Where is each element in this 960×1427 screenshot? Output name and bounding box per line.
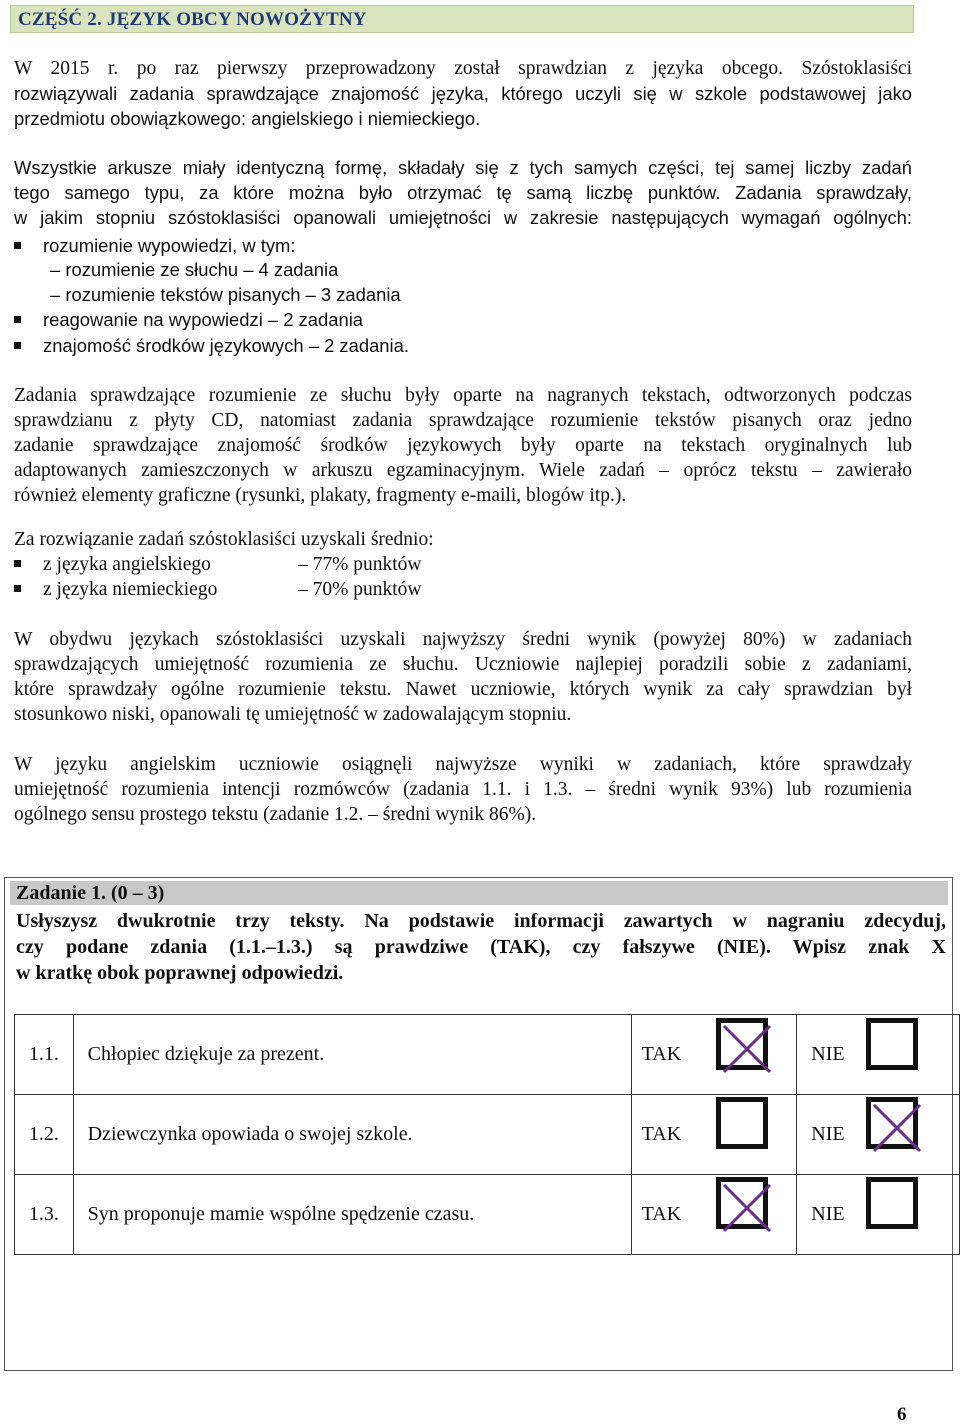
- task-instruction-line: w kratkę obok poprawnej odpowiedzi.: [16, 962, 344, 984]
- result-label: z języka angielskiego: [43, 554, 211, 575]
- answer-row: [15, 1095, 960, 1175]
- english-paragraph: [14, 752, 912, 827]
- intro-line: przedmiotu obowiązkowego: angielskiego i niemieckiego.: [14, 108, 481, 129]
- result-value: – 70% punktów: [298, 579, 422, 600]
- x-mark-icon: [716, 1177, 778, 1239]
- task-instruction-line: czy podane zdania (1.1.–1.3.) są prawdziwe (TAK), czy fałszywe (NIE). Wpisz znak X: [16, 936, 946, 958]
- both-languages-line: sprawdzających umiejętność rozumienia ze słuchu. Uczniowie najlepiej poradzili sobie z zadaniami,: [14, 654, 912, 675]
- answer-tak-label: TAK: [631, 1015, 797, 1095]
- intro-line: W 2015 r. po raz pierwszy przeprowadzony został sprawdzian z języka obcego. Szóstoklasiści: [14, 58, 912, 79]
- requirement-item: [14, 307, 363, 332]
- tak-checkbox-2[interactable]: [716, 1097, 768, 1149]
- english-line: W języku angielskim uczniowie osiągnęli najwyższe wyniki w zadaniach, które sprawdzały: [14, 754, 912, 775]
- requirement-item: [14, 233, 295, 258]
- answer-nie-label: NIE: [797, 1015, 960, 1095]
- english-line: ogólnego sensu prostego tekstu (zadanie 1.2. – średni wynik 86%).: [14, 804, 537, 825]
- nie-checkbox-3[interactable]: [866, 1177, 918, 1229]
- structure-paragraph: [14, 155, 912, 230]
- bullet-square-icon: [14, 560, 21, 567]
- intro-paragraph: [14, 56, 912, 131]
- nie-checkbox-2[interactable]: [866, 1097, 918, 1149]
- answer-tak-label: TAK: [631, 1175, 797, 1255]
- answer-table: [14, 1014, 960, 1255]
- result-german: [14, 577, 422, 602]
- result-value: – 77% punktów: [298, 554, 422, 575]
- requirement-text: reagowanie na wypowiedzi – 2 zadania: [43, 309, 364, 330]
- tasks-info-line: sprawdzianu z płyty CD, natomiast zadania sprawdzające rozumienie tekstów pisanych oraz jedno: [14, 410, 912, 431]
- requirement-subitem: – rozumienie ze słuchu – 4 zadania: [50, 259, 339, 280]
- answer-number: 1.3.: [15, 1175, 74, 1255]
- task-title-bar: [10, 881, 948, 905]
- requirement-subitem: – rozumienie tekstów pisanych – 3 zadania: [50, 284, 401, 305]
- tasks-info-line: Zadania sprawdzające rozumienie ze słuchu były oparte na nagranych tekstach, odtworzonych podczas: [14, 385, 912, 406]
- english-line: umiejętność rozumienia intencji rozmówców (zadania 1.1. i 1.3. – średni wynik 93%) lub rozumienia: [14, 779, 912, 800]
- section-header: [10, 5, 914, 33]
- answer-tak-label: TAK: [631, 1095, 797, 1175]
- answer-statement: Syn proponuje mamie wspólne spędzenie czasu.: [73, 1175, 631, 1255]
- x-mark-icon: [716, 1018, 778, 1080]
- structure-line: tego samego typu, za które można było otrzymać tę samą liczbę punktów. Zadania sprawdzały,: [14, 182, 912, 203]
- tasks-info-line: adaptowanych zamieszczonych w arkuszu egzaminacyjnym. Wiele zadań – oprócz tekstu – zawierało: [14, 460, 912, 481]
- intro-line: rozwiązywali zadania sprawdzające znajomość języka, którego uczyli się w szkole podstawowej jako: [14, 83, 912, 104]
- tak-checkbox-1[interactable]: [716, 1018, 768, 1070]
- answer-number: 1.1.: [15, 1015, 74, 1095]
- section-title: CZĘŚĆ 2. JĘZYK OBCY NOWOŻYTNY: [18, 9, 367, 30]
- tak-checkbox-3[interactable]: [716, 1177, 768, 1229]
- tasks-info-paragraph: [14, 383, 912, 508]
- bullet-square-icon: [14, 242, 21, 249]
- tasks-info-line: również elementy graficzne (rysunki, plakaty, fragmenty e-maili, blogów itp.).: [14, 485, 627, 506]
- answer-row: [15, 1175, 960, 1255]
- bullet-square-icon: [14, 342, 21, 349]
- answer-number: 1.2.: [15, 1095, 74, 1175]
- answer-nie-label: NIE: [797, 1095, 960, 1175]
- task-instruction: [16, 908, 946, 986]
- nie-checkbox-1[interactable]: [866, 1018, 918, 1070]
- requirement-text: znajomość środków językowych – 2 zadania.: [43, 335, 409, 356]
- answer-nie-label: NIE: [797, 1175, 960, 1255]
- answer-row: [15, 1015, 960, 1095]
- x-mark-icon: [866, 1097, 928, 1159]
- structure-line: Wszystkie arkusze miały identyczną formę, składały się z tych samych części, tej samej liczby zadań: [14, 157, 912, 178]
- both-languages-line: W obydwu językach szóstoklasiści uzyskali najwyższy średni wynik (powyżej 80%) w zadaniach: [14, 629, 912, 650]
- bullet-square-icon: [14, 316, 21, 323]
- requirement-item: [14, 333, 409, 358]
- task-title: Zadanie 1. (0 – 3): [16, 882, 165, 904]
- page-number: 6: [897, 1404, 907, 1425]
- bullet-square-icon: [14, 585, 21, 592]
- task-instruction-line: Usłyszysz dwukrotnie trzy teksty. Na podstawie informacji zawartych w nagraniu zdecyduj,: [16, 910, 946, 932]
- answer-statement: Dziewczynka opowiada o swojej szkole.: [73, 1095, 631, 1175]
- both-languages-line: które sprawdzały ogólne rozumienie tekstu. Nawet uczniowie, których wynik za cały sprawdzian był: [14, 679, 912, 700]
- result-english: [14, 552, 422, 577]
- tasks-info-line: zadanie sprawdzające znajomość środków językowych były oparte na tekstach oryginalnych lub: [14, 435, 912, 456]
- answer-statement: Chłopiec dziękuje za prezent.: [73, 1015, 631, 1095]
- results-heading: Za rozwiązanie zadań szóstoklasiści uzyskali średnio:: [14, 529, 434, 550]
- structure-line: w jakim stopniu szóstoklasiści opanowali umiejętności w zakresie następujących wymagań ogólnych:: [14, 207, 912, 228]
- result-label: z języka niemieckiego: [43, 579, 218, 600]
- both-languages-paragraph: [14, 627, 912, 727]
- both-languages-line: stosunkowo niski, opanowali tę umiejętność w zadowalającym stopniu.: [14, 704, 572, 725]
- requirement-text: rozumienie wypowiedzi, w tym:: [43, 235, 296, 256]
